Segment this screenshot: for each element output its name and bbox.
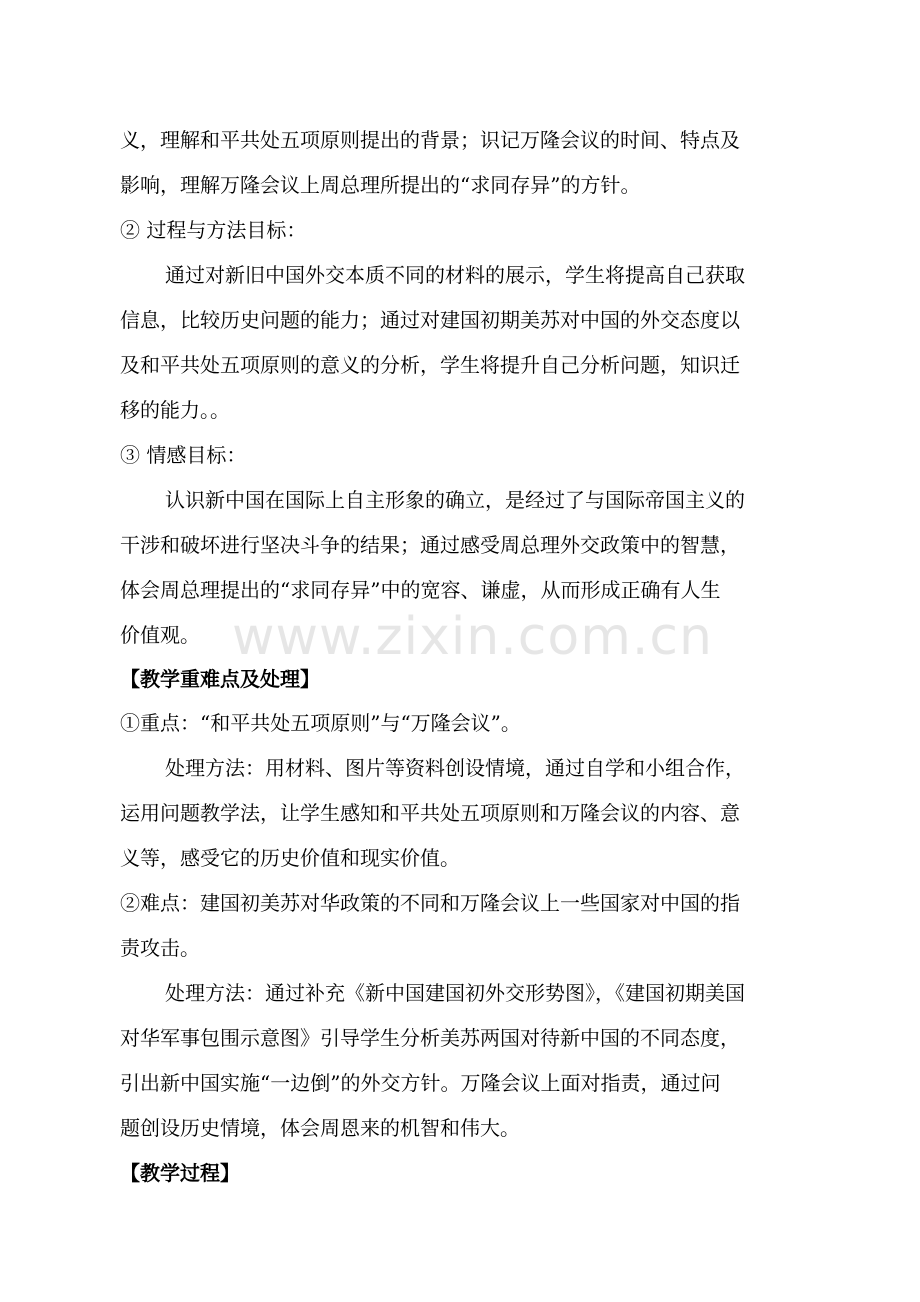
text-line: 通过对新旧中国外交本质不同的材料的展示，学生将提高自己获取 (165, 263, 745, 287)
text-line: 运用问题教学法，让学生感知和平共处五项原则和万隆会议的内容、意 (120, 801, 740, 825)
key-point-line: ①重点：“和平共处五项原则”与“万隆会议”。 (120, 711, 521, 735)
text-line: 及和平共处五项原则的意义的分析，学生将提升自己分析问题，知识迁 (120, 353, 740, 377)
text-line: 题创设历史情境，体会周恩来的机智和伟大。 (120, 1116, 520, 1140)
text-line: 义等，感受它的历史价值和现实价值。 (120, 846, 460, 870)
text-line: 责攻击。 (120, 936, 200, 960)
text-line: 体会周总理提出的“求同存异”中的宽容、谦虚，从而形成正确有人生 (120, 578, 721, 602)
watermark: www.zixin.com.cn (232, 607, 713, 667)
text-line: 价值观。 (120, 623, 200, 647)
text-line: 对华军事包围示意图》引导学生分析美苏两国对待新中国的不同态度， (120, 1026, 740, 1050)
text-line: 处理方法：通过补充《新中国建国初外交形势图》，《建国初期美国 (165, 981, 745, 1005)
text-line: 信息，比较历史问题的能力；通过对建国初期美苏对中国的外交态度以 (120, 308, 740, 332)
text-line: 引出新中国实施“一边倒”的外交方针。万隆会议上面对指责，通过问 (120, 1071, 721, 1095)
text-line: 认识新中国在国际上自主形象的确立，是经过了与国际帝国主义的 (165, 488, 745, 512)
section-heading-emotion: ③ 情感目标： (120, 443, 247, 467)
text-line: 义，理解和平共处五项原则提出的背景；识记万隆会议的时间、特点及 (120, 128, 740, 152)
text-line: 影响，理解万隆会议上周总理所提出的“求同存异”的方针。 (120, 173, 641, 197)
text-line: 处理方法：用材料、图片等资料创设情境，通过自学和小组合作， (165, 756, 745, 780)
section-title-key-points: 【教学重难点及处理】 (120, 667, 320, 691)
text-line: 移的能力。。 (120, 398, 230, 422)
section-title-teaching-process: 【教学过程】 (120, 1161, 240, 1185)
text-line: 干涉和破坏进行坚决斗争的结果；通过感受周总理外交政策中的智慧， (120, 533, 740, 557)
difficulty-line: ②难点：建国初美苏对华政策的不同和万隆会议上一些国家对中国的指 (120, 891, 740, 915)
section-heading-process-method: ② 过程与方法目标： (120, 218, 307, 242)
